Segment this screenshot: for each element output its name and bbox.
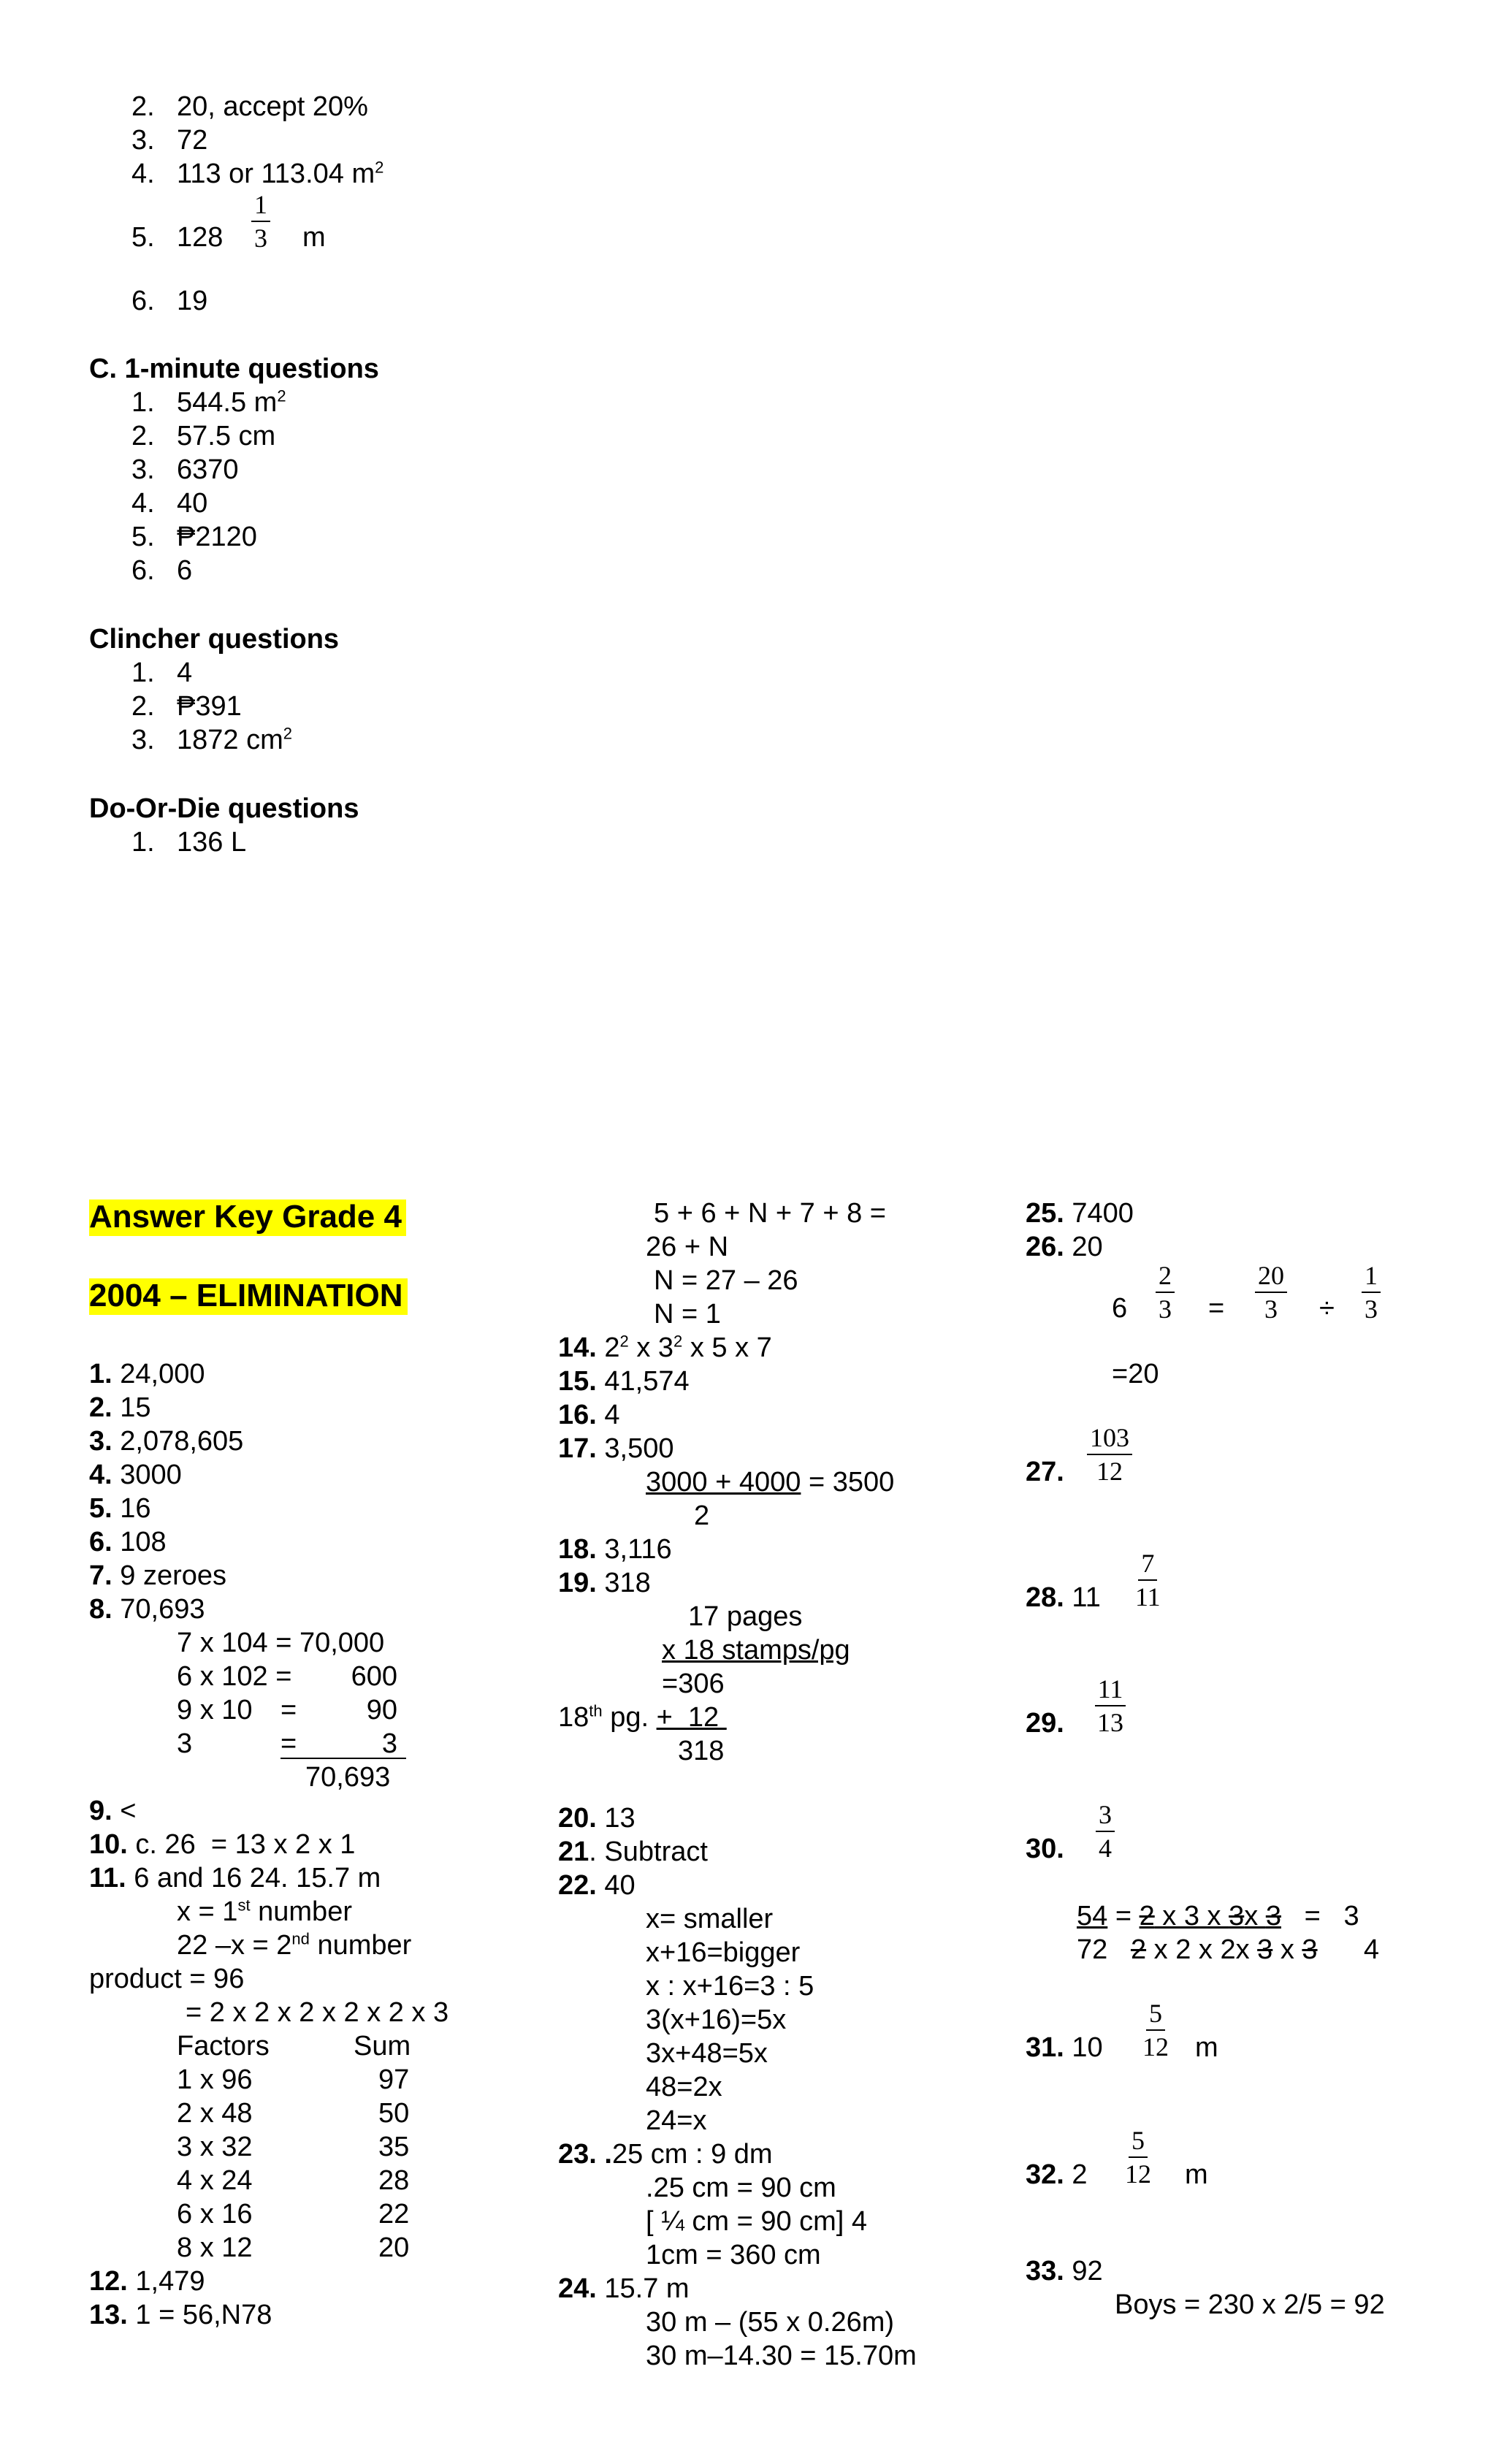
list-number: 1. xyxy=(131,827,155,858)
work-total: 70,693 xyxy=(305,1762,391,1793)
work-value: 600 xyxy=(351,1661,397,1692)
work-line: 48=2x xyxy=(646,2072,722,2102)
fraction: $\frac{2}{3}$ xyxy=(1156,1262,1175,1322)
answer-4: 4. 3000 xyxy=(89,1460,182,1490)
fraction: $\frac{5}{12}$ xyxy=(1125,2126,1151,2189)
work-line: N = 27 – 26 xyxy=(654,1265,798,1296)
fraction: $\frac{3}{4}$ xyxy=(1096,1801,1115,1861)
list-number: 6. xyxy=(131,286,155,316)
answer-29: 29. xyxy=(1026,1708,1064,1739)
list-item: 128 xyxy=(177,222,224,253)
list-number: 5. xyxy=(131,522,155,552)
work-operator: = xyxy=(280,1728,297,1759)
work-line: 5 + 6 + N + 7 + 8 = xyxy=(654,1198,886,1229)
list-number: 5. xyxy=(131,222,155,253)
work-line: 3000 + 4000 = 3500 xyxy=(646,1467,895,1498)
list-item: 4 xyxy=(177,657,193,688)
answer-1: 1. 24,000 xyxy=(89,1359,205,1389)
work-line: 22 –x = 2nd number xyxy=(177,1929,412,1961)
answer-21: 21. Subtract xyxy=(558,1836,708,1867)
answer-16: 16. 4 xyxy=(558,1400,620,1430)
answer-28: 28. 11 xyxy=(1026,1582,1101,1613)
factor-row: 3 x 32 xyxy=(177,2132,253,2162)
sum-value: 50 xyxy=(378,2098,410,2129)
answer-26: 26. 20 xyxy=(1026,1232,1103,1262)
unit-label: m xyxy=(302,222,326,253)
answer-33: 33. 92 xyxy=(1026,2256,1103,2286)
answer-32: 32. 2 xyxy=(1026,2159,1088,2190)
answer-8: 8. 70,693 xyxy=(89,1594,205,1625)
list-item: ₱2120 xyxy=(177,522,257,552)
sum-value: 28 xyxy=(378,2165,410,2196)
work-line: 7 x 104 = 70,000 xyxy=(177,1628,385,1658)
list-item: 6370 xyxy=(177,454,239,485)
work-line: = 2 x 2 x 2 x 2 x 2 x 3 xyxy=(186,1997,449,2028)
work-line: =20 xyxy=(1112,1359,1159,1389)
section-heading: Clincher questions xyxy=(89,624,340,655)
answer-27: 27. xyxy=(1026,1457,1064,1487)
work-line: 9 x 10 xyxy=(177,1695,253,1725)
work-line: 24=x xyxy=(646,2105,707,2136)
answer-6: 6. 108 xyxy=(89,1527,167,1557)
sum-header: Sum xyxy=(354,2031,411,2061)
section-heading: C. 1-minute questions xyxy=(89,354,379,384)
work-line: 3x+48=5x xyxy=(646,2038,768,2069)
answer-3: 3. 2,078,605 xyxy=(89,1426,244,1457)
list-number: 2. xyxy=(131,421,155,451)
list-item: ₱391 xyxy=(177,691,242,722)
work-line: 3 xyxy=(177,1728,193,1759)
sum-value: 22 xyxy=(378,2199,410,2230)
answer-24: 24. 15.7 m xyxy=(558,2273,690,2304)
work-value: 3 xyxy=(381,1728,397,1759)
answer-30: 30. xyxy=(1026,1834,1064,1864)
underline-rule xyxy=(280,1758,406,1759)
list-item: 136 L xyxy=(177,827,247,858)
answer-9: 9. < xyxy=(89,1796,137,1826)
list-item: 72 xyxy=(177,125,208,156)
fraction: $\frac{7}{11}$ xyxy=(1135,1549,1161,1611)
factors-header: Factors xyxy=(177,2031,270,2061)
work-value: 90 xyxy=(366,1695,397,1725)
answer-7: 7. 9 zeroes xyxy=(89,1560,227,1591)
list-number: 1. xyxy=(131,657,155,688)
work-line: 72 2 x 2 x 2x 3 x 3 4 xyxy=(1077,1934,1380,1965)
answer-2: 2. 15 xyxy=(89,1392,151,1423)
list-item: 6 xyxy=(177,555,193,586)
answer-5: 5. 16 xyxy=(89,1493,151,1524)
fraction: $\frac{5}{12}$ xyxy=(1142,1999,1169,2061)
work-line: x 18 stamps/pg xyxy=(662,1635,850,1666)
list-number: 2. xyxy=(131,691,155,722)
sum-value: 97 xyxy=(378,2064,410,2095)
list-number: 6. xyxy=(131,555,155,586)
work-line: x : x+16=3 : 5 xyxy=(646,1971,814,2002)
answer-12: 12. 1,479 xyxy=(89,2266,205,2297)
work-line: product = 96 xyxy=(89,1964,245,1994)
work-line: =306 xyxy=(662,1668,725,1699)
answer-11: 11. 6 and 16 24. 15.7 m xyxy=(89,1863,381,1893)
answer-13: 13. 1 = 56,N78 xyxy=(89,2300,272,2330)
fraction: $\frac{103}{12}$ xyxy=(1087,1424,1132,1484)
work-line: 54 = 2 x 3 x 3x 3 = 3 xyxy=(1077,1901,1359,1931)
work-line: x = 1st number xyxy=(177,1896,352,1927)
answer-17: 17. 3,500 xyxy=(558,1433,674,1464)
work-line: 1cm = 360 cm xyxy=(646,2240,821,2270)
section-heading: Do-Or-Die questions xyxy=(89,793,359,824)
list-item: 57.5 cm xyxy=(177,421,276,451)
answer-10: 10. c. 26 = 13 x 2 x 1 xyxy=(89,1829,356,1860)
list-item: 544.5 $m^2$ xyxy=(177,386,286,418)
factor-row: 2 x 48 xyxy=(177,2098,253,2129)
answer-18: 18. 3,116 xyxy=(558,1534,672,1565)
factor-row: 1 x 96 xyxy=(177,2064,253,2095)
divide-sign: ÷ xyxy=(1319,1293,1335,1324)
work-line: Boys = 230 x 2/5 = 92 xyxy=(1115,2289,1385,2320)
work-line: x= smaller xyxy=(646,1904,774,1934)
answer-key-title: Answer Key Grade 4 xyxy=(89,1199,406,1236)
work-line: 26 + N xyxy=(646,1232,729,1262)
answer-23: 23. .25 cm : 9 dm xyxy=(558,2139,773,2170)
answer-20: 20. 13 xyxy=(558,1803,636,1834)
work-operator: = xyxy=(280,1695,297,1725)
list-item: 113 or 113.04 $m^2$ xyxy=(177,158,384,189)
list-item: 20, accept 20% xyxy=(177,91,368,122)
sum-value: 35 xyxy=(378,2132,410,2162)
list-number: 3. xyxy=(131,454,155,485)
work-line: 30 m–14.30 = 15.70m xyxy=(646,2341,917,2371)
answer-31: 31. 10 xyxy=(1026,2032,1103,2063)
answer-key-subtitle: 2004 – ELIMINATION xyxy=(89,1278,408,1315)
work-line: 3(x+16)=5x xyxy=(646,2005,787,2035)
answer-15: 15. 41,574 xyxy=(558,1366,690,1397)
list-item: 19 xyxy=(177,286,208,316)
factor-row: 6 x 16 xyxy=(177,2199,253,2230)
list-item: 40 xyxy=(177,488,208,519)
list-item: 1872 $cm^2$ xyxy=(177,724,292,755)
list-number: 4. xyxy=(131,488,155,519)
work-line: x+16=bigger xyxy=(646,1937,801,1968)
unit-label: m xyxy=(1185,2159,1208,2190)
mixed-whole: 6 xyxy=(1112,1293,1128,1324)
work-line: .25 cm = 90 cm xyxy=(646,2173,836,2203)
factor-row: 8 x 12 xyxy=(177,2232,253,2263)
work-line: 17 pages xyxy=(688,1601,803,1632)
answer-22: 22. 40 xyxy=(558,1870,636,1901)
equals-sign: = xyxy=(1208,1293,1225,1324)
answer-25: 25. 7400 xyxy=(1026,1198,1134,1229)
answer-14: 14. $2^2$ x $3^2$ x 5 x 7 xyxy=(558,1332,772,1363)
answer-19: 19. 318 xyxy=(558,1568,651,1598)
fraction: $\frac{20}{3}$ xyxy=(1255,1262,1287,1322)
sum-value: 20 xyxy=(378,2232,410,2263)
fraction: $\frac{1}{3}$ xyxy=(251,191,270,251)
list-number: 2. xyxy=(131,91,155,122)
work-total: 318 xyxy=(678,1736,725,1766)
fraction: $\frac{11}{13}$ xyxy=(1094,1676,1126,1736)
work-line: [ ¼ cm = 90 cm] 4 xyxy=(646,2206,868,2237)
work-line: N = 1 xyxy=(654,1299,721,1330)
list-number: 3. xyxy=(131,125,155,156)
work-line: 18th pg. + 12 xyxy=(558,1701,727,1733)
list-number: 1. xyxy=(131,387,155,418)
list-number: 4. xyxy=(131,159,155,189)
work-line: 6 x 102 = xyxy=(177,1661,292,1692)
work-denominator: 2 xyxy=(694,1500,710,1531)
list-number: 3. xyxy=(131,725,155,755)
work-line: 30 m – (55 x 0.26m) xyxy=(646,2307,895,2338)
factor-row: 4 x 24 xyxy=(177,2165,253,2196)
fraction: $\frac{1}{3}$ xyxy=(1362,1262,1381,1322)
unit-label: m xyxy=(1195,2032,1218,2063)
